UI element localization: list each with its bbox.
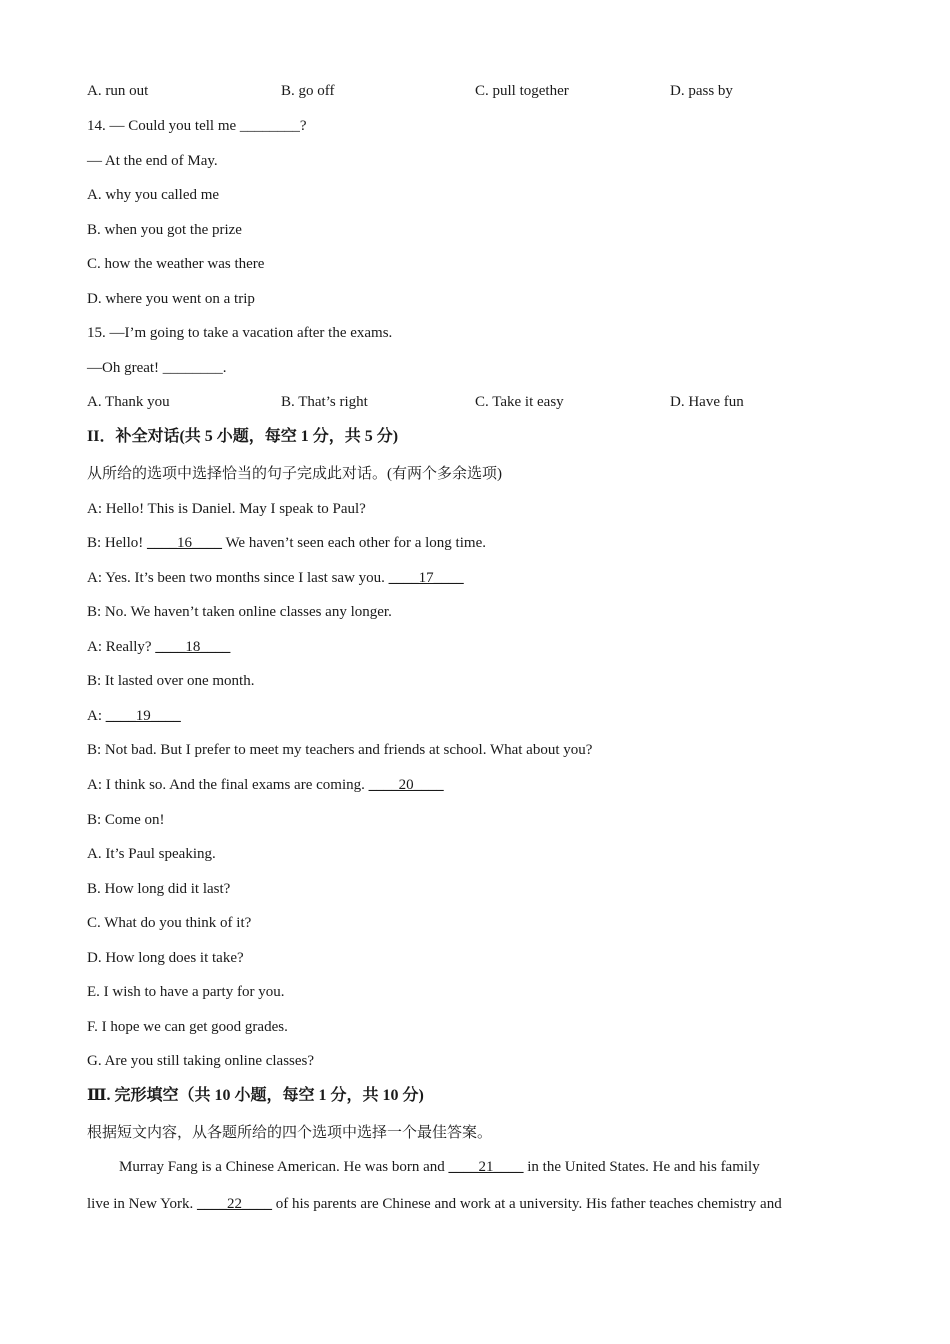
dialogue-line-10: B: Come on! bbox=[87, 812, 165, 828]
q13-option-a: A. run out bbox=[87, 83, 149, 99]
q15-option-c: C. Take it easy bbox=[475, 394, 564, 410]
dialogue-option-e: E. I wish to have a party for you. bbox=[87, 984, 285, 1000]
q15-option-d: D. Have fun bbox=[670, 394, 744, 410]
section3-instruction: 根据短文内容，从各题所给的四个选项中选择一个最佳答案。 bbox=[87, 1125, 493, 1141]
blank-21: ____21____ bbox=[448, 1159, 524, 1175]
q15-option-a: A. Thank you bbox=[87, 394, 170, 410]
section2-heading: II．补全对话(共 5 小题，每空 1 分，共 5 分) bbox=[87, 428, 399, 445]
section2-instruction: 从所给的选项中选择恰当的句子完成此对话。(有两个多余选项) bbox=[87, 466, 502, 482]
q14-reply: — At the end of May. bbox=[87, 153, 218, 169]
section3-heading: Ⅲ. 完形填空（共 10 小题，每空 1 分，共 10 分) bbox=[87, 1087, 424, 1104]
dialogue-line-8: B: Not bad. But I prefer to meet my teachers and friends at school. What about you? bbox=[87, 742, 593, 758]
dialogue-line-9: A: I think so. And the final exams are coming. ____20____ bbox=[87, 777, 444, 793]
blank-19: ____19____ bbox=[105, 708, 181, 724]
passage-line-1: Murray Fang is a Chinese American. He was born and ____21____ in the United States. He and his family bbox=[119, 1159, 760, 1175]
q15-option-b: B. That’s right bbox=[281, 394, 368, 410]
q14-option-c: C. how the weather was there bbox=[87, 256, 265, 272]
dialogue-option-d: D. How long does it take? bbox=[87, 950, 244, 966]
dialogue-line-7: A: ____19____ bbox=[87, 708, 181, 724]
blank-20: ____20____ bbox=[368, 777, 444, 793]
blank-17: ____17____ bbox=[388, 570, 464, 586]
q13-option-d: D. pass by bbox=[670, 83, 733, 99]
blank-22: ____22____ bbox=[197, 1196, 273, 1212]
q15-reply: —Oh great! ________. bbox=[87, 360, 227, 376]
dialogue-option-c: C. What do you think of it? bbox=[87, 915, 252, 931]
dialogue-option-f: F. I hope we can get good grades. bbox=[87, 1019, 288, 1035]
q13-option-b: B. go off bbox=[281, 83, 335, 99]
q14-option-b: B. when you got the prize bbox=[87, 222, 242, 238]
dialogue-line-6: B: It lasted over one month. bbox=[87, 673, 255, 689]
q14-option-a: A. why you called me bbox=[87, 187, 220, 203]
dialogue-line-1: A: Hello! This is Daniel. May I speak to Paul? bbox=[87, 501, 366, 517]
dialogue-line-3: A: Yes. It’s been two months since I last saw you. ____17____ bbox=[87, 570, 464, 586]
q14-stem: 14. — Could you tell me ________? bbox=[87, 118, 307, 134]
blank-16: ____16____ bbox=[147, 535, 222, 551]
blank-18: ____18____ bbox=[155, 639, 231, 655]
dialogue-line-5: A: Really? ____18____ bbox=[87, 639, 231, 655]
q13-option-c: C. pull together bbox=[475, 83, 569, 99]
dialogue-option-b: B. How long did it last? bbox=[87, 881, 231, 897]
dialogue-line-4: B: No. We haven’t taken online classes any longer. bbox=[87, 604, 392, 620]
passage-line-2: live in New York. ____22____ of his parents are Chinese and work at a university. His father teaches chemistry and bbox=[87, 1196, 782, 1212]
dialogue-line-2: B: Hello! ____16____ We haven’t seen each other for a long time. bbox=[87, 535, 486, 551]
q14-option-d: D. where you went on a trip bbox=[87, 291, 255, 307]
dialogue-option-a: A. It’s Paul speaking. bbox=[87, 846, 216, 862]
dialogue-option-g: G. Are you still taking online classes? bbox=[87, 1053, 315, 1069]
q15-stem: 15. —I’m going to take a vacation after the exams. bbox=[87, 325, 393, 341]
